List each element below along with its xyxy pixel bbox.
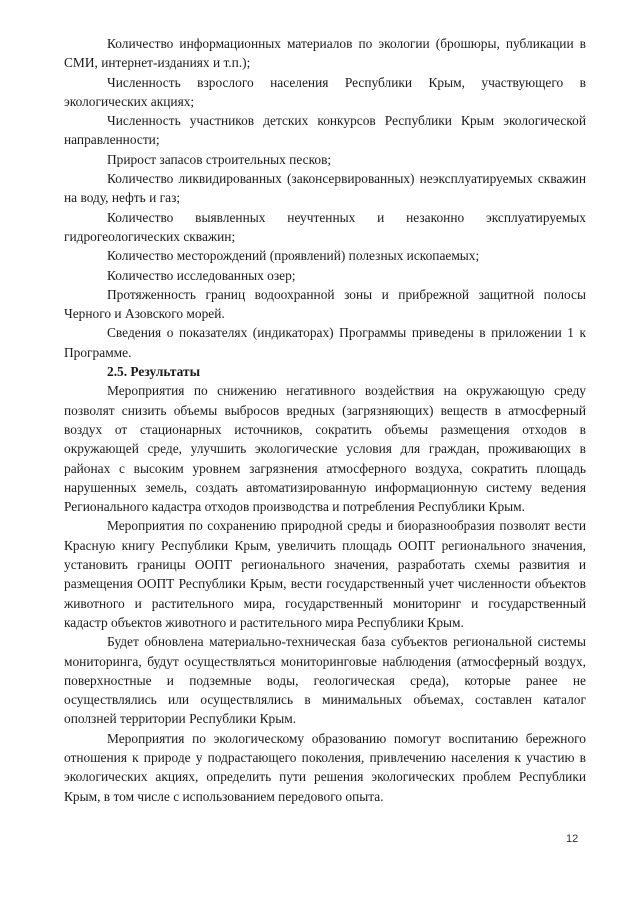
page-number: 12 bbox=[566, 833, 579, 845]
indicator-item: Количество месторождений (проявлений) полезных ископаемых; bbox=[107, 248, 480, 264]
indicator-reference: Сведения о показателях (индикаторах) Программы приведены в приложении 1 к Программе. bbox=[64, 325, 586, 360]
indicator-item: Количество информационных материалов по экологии (брошюры, публикации в СМИ, интернет-изданиях и т.п.); bbox=[64, 36, 586, 71]
indicator-item: Количество выявленных неучтенных и незаконно эксплуатируемых гидрогеологических скважин; bbox=[64, 209, 586, 244]
section-heading: 2.5. Результаты bbox=[107, 364, 201, 380]
indicator-item: Численность взрослого населения Республики Крым, участвующего в экологических акциях; bbox=[64, 74, 586, 109]
results-paragraph: Мероприятия по сохранению природной среды и биоразнообразия позволят вести Красную книгу Республики Крым, увеличить площадь ООПТ регионального значения, установить границы ООПТ регионального значения, разработать схемы развития и размещения ООПТ Республики Крым, вести государственный учет численности объектов животного и растительного мира, государственный мониторинг и государственный кадастр объектов животного и растительного мира Республики Крым. bbox=[64, 518, 586, 630]
indicator-item: Численность участников детских конкурсов Республики Крым экологической направленности; bbox=[64, 113, 586, 148]
indicator-item: Прирост запасов строительных песков; bbox=[107, 151, 332, 167]
results-paragraph: Мероприятия по экологическому образованию помогут воспитанию бережного отношения к природе у подрастающего поколения, привлечению населения к участию в экологических акциях, определить пути решения экологических проблем Республики Крым, в том числе с использованием передового опыта. bbox=[64, 730, 586, 804]
indicator-item: Количество ликвидированных (законсервированных) неэксплуатируемых скважин на воду, нефть и газ; bbox=[64, 171, 586, 206]
indicator-item: Протяженность границ водоохранной зоны и прибрежной защитной полосы Черного и Азовского морей. bbox=[64, 286, 586, 322]
indicator-item: Количество исследованных озер; bbox=[107, 267, 296, 283]
document-page bbox=[64, 34, 586, 806]
results-paragraph: Мероприятия по снижению негативного воздействия на окружающую среду позволят снизить объемы выбросов вредных (загрязняющих) веществ в атмосферный воздух от стационарных источников, сократить объемы размещения отходов в окружающей среде, улучшить экологические условия для граждан, проживающих в районах с высоким уровнем загрязнения атмосферного воздуха, сократить площадь нарушенных земель, создать автоматизированную информационную систему ведения Регионального кадастра отходов производства и потребления Республики Крым. bbox=[64, 383, 586, 515]
results-paragraph: Будет обновлена материально-техническая база субъектов региональной системы мониторинга, будут осуществляться мониторинговые наблюдения (атмосферный воздух, поверхностные и подземные воды, геологическая среда), которые ранее не осуществлялись или осуществлялись в минимальных объемах, составлен каталог оползней территории Республики Крым. bbox=[64, 634, 586, 727]
